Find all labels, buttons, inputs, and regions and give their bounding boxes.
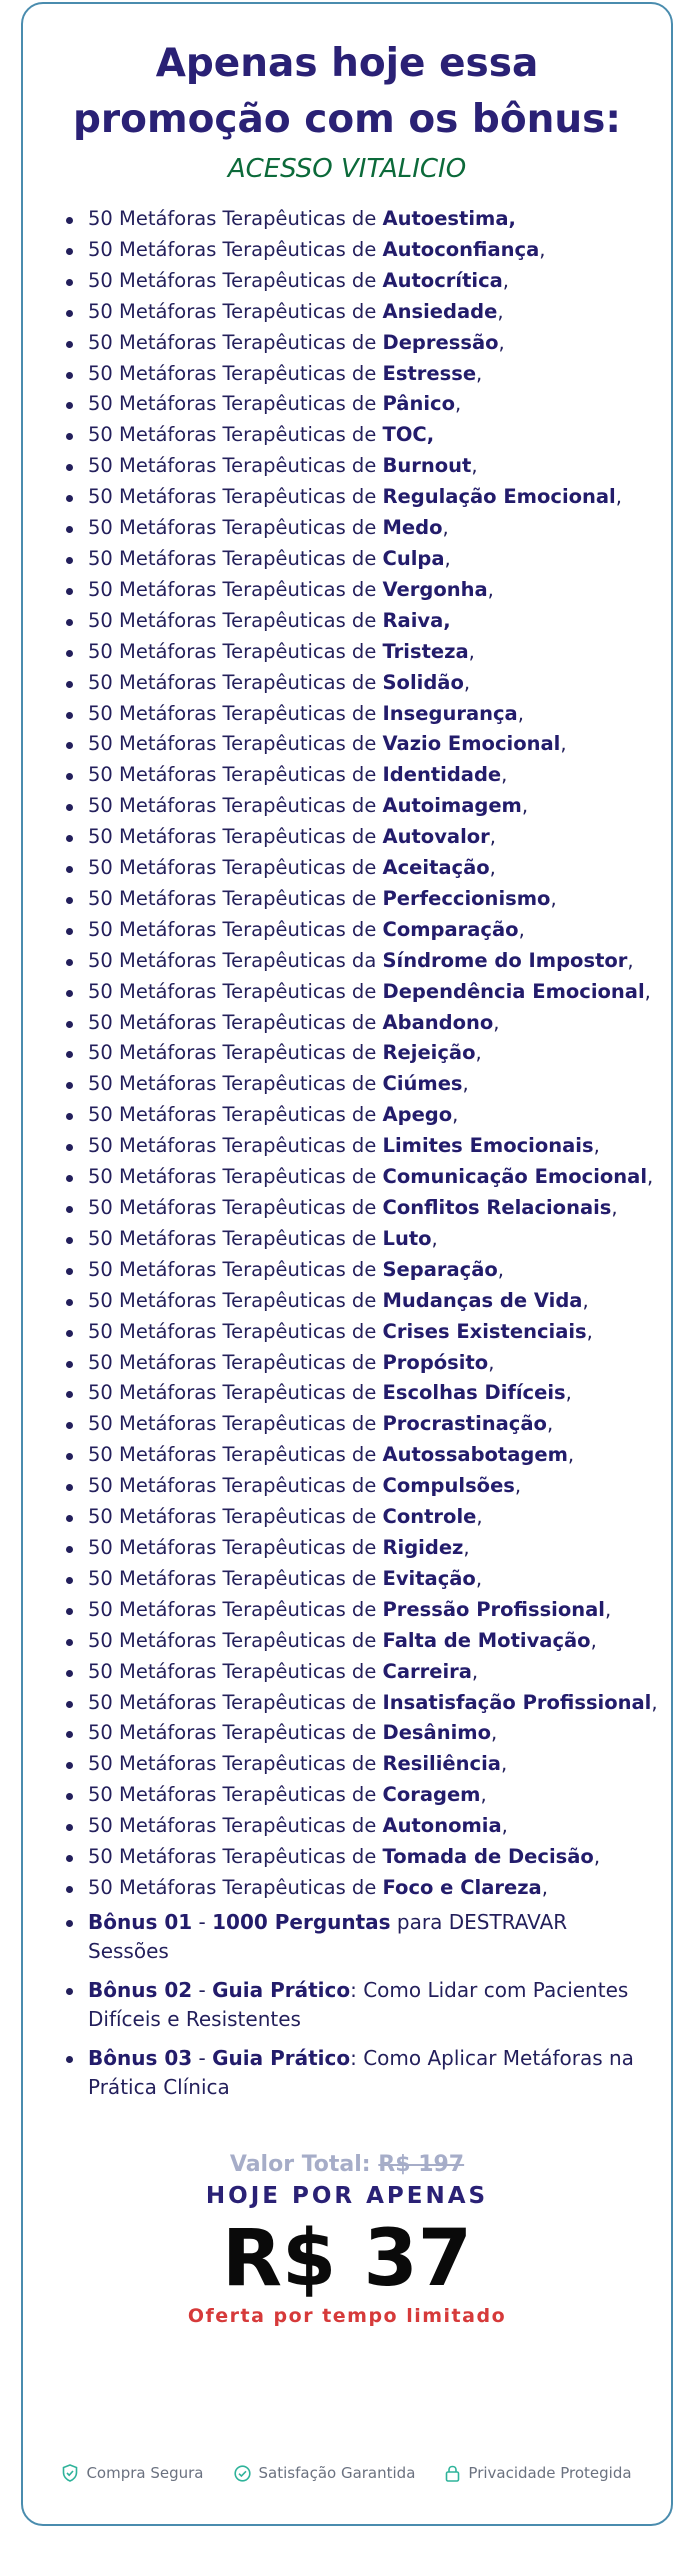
bonus-name: 1000 Perguntas (212, 1909, 391, 1934)
list-item (66, 853, 671, 884)
item-prefix: 50 Metáforas Terapêuticas de (88, 979, 383, 1003)
price: R$ 37 (221, 2213, 473, 2304)
item-topic: Controle (382, 1505, 477, 1529)
item-prefix: 50 Metáforas Terapêuticas de (88, 1165, 383, 1189)
item-topic: Comparação (382, 917, 519, 941)
bonus-list (23, 1908, 671, 2102)
item-prefix: 50 Metáforas Terapêuticas de (88, 1226, 383, 1250)
list-item (66, 760, 671, 791)
list-item (66, 1626, 671, 1657)
shield-check-icon (62, 2464, 78, 2482)
item-topic: Perfeccionismo (382, 886, 551, 910)
list-item (66, 1780, 671, 1811)
bonus-name: Guia Prático (212, 1977, 351, 2002)
item-prefix: 50 Metáforas Terapêuticas de (88, 454, 383, 478)
item-topic: Pressão Profissional (382, 1597, 605, 1621)
bonus-item (66, 1908, 671, 1966)
item-prefix: 50 Metáforas Terapêuticas de (88, 670, 383, 694)
item-topic: Abandono (382, 1010, 494, 1034)
item-prefix: 50 Metáforas Terapêuticas de (88, 423, 383, 447)
item-prefix: 50 Metáforas Terapêuticas de (88, 207, 383, 230)
item-prefix: 50 Metáforas Terapêuticas de (88, 392, 383, 416)
item-topic: Mudanças de Vida (382, 1288, 583, 1312)
item-topic: Solidão (382, 670, 464, 694)
list-item (66, 822, 671, 853)
item-suffix: , (487, 577, 494, 601)
total-price-strikethrough: R$ 197 (378, 2151, 465, 2177)
item-topic: Ciúmes (382, 1072, 463, 1096)
item-prefix: 50 Metáforas Terapêuticas de (88, 1103, 383, 1127)
list-item (66, 544, 671, 575)
item-prefix: 50 Metáforas Terapêuticas de (88, 546, 383, 570)
item-topic: Propósito (382, 1350, 489, 1374)
item-prefix: 50 Metáforas Terapêuticas de (88, 794, 383, 818)
list-item (66, 1317, 671, 1348)
item-suffix: , (593, 1845, 601, 1869)
list-item (66, 1595, 671, 1626)
list-item (66, 482, 671, 513)
item-prefix: 50 Metáforas Terapêuticas de (88, 732, 383, 756)
item-suffix: , (518, 917, 525, 941)
item-topic: TOC, (382, 423, 435, 447)
item-prefix: 50 Metáforas Terapêuticas de (88, 1814, 383, 1838)
item-suffix: , (627, 948, 634, 972)
badge-privacy (445, 2464, 631, 2482)
subtitle: ACESSO VITALICIO (227, 154, 467, 184)
list-item (66, 1749, 671, 1780)
item-suffix: , (442, 516, 449, 540)
item-topic: Estresse (382, 361, 477, 385)
list-item (66, 328, 671, 359)
badge-secure-purchase (62, 2464, 203, 2482)
item-prefix: 50 Metáforas Terapêuticas de (88, 639, 383, 663)
list-item (66, 1688, 671, 1719)
item-prefix: 50 Metáforas Terapêuticas de (88, 825, 383, 849)
item-suffix: , (463, 670, 471, 694)
list-item (66, 1378, 671, 1409)
bonus-description: : Como Lidar com Pacientes Difíceis e Resistentes (88, 1977, 629, 2031)
item-topic: Resiliência (382, 1752, 501, 1776)
item-prefix: 50 Metáforas Terapêuticas de (88, 516, 383, 540)
total-value (23, 2152, 671, 2177)
item-suffix: , (498, 330, 505, 354)
item-topic: Rejeição (382, 1041, 476, 1065)
item-topic: Burnout (382, 454, 472, 478)
item-topic: Ansiedade (382, 299, 498, 323)
list-item (66, 1038, 671, 1069)
item-topic: Culpa (382, 546, 445, 570)
item-suffix: , (476, 1505, 483, 1529)
item-suffix: , (497, 1257, 504, 1281)
item-prefix: 50 Metáforas Terapêuticas de (88, 1474, 383, 1498)
bonus-number: Bônus 03 (88, 2045, 193, 2070)
list-item (66, 297, 671, 328)
item-topic: Medo (382, 516, 443, 540)
item-prefix: 50 Metáforas Terapêuticas de (88, 701, 383, 725)
item-suffix: , (560, 732, 567, 756)
item-suffix: , (490, 1721, 498, 1745)
item-topic: Foco e Clareza (382, 1875, 542, 1899)
item-topic: Insegurança (382, 701, 518, 725)
item-prefix: 50 Metáforas Terapêuticas de (88, 1690, 383, 1714)
list-item (66, 791, 671, 822)
badge-label: Satisfação Garantida (258, 2464, 416, 2482)
item-prefix: 50 Metáforas Terapêuticas de (88, 1659, 383, 1683)
list-item (66, 915, 671, 946)
item-prefix: 50 Metáforas Terapêuticas de (88, 237, 383, 261)
list-item (66, 513, 671, 544)
list-item (66, 204, 671, 235)
badge-label: Compra Segura (86, 2464, 204, 2482)
list-item (66, 1069, 671, 1100)
item-topic: Conflitos Relacionais (382, 1196, 612, 1219)
list-item (66, 1224, 671, 1255)
item-topic: Escolhas Difíceis (382, 1381, 566, 1405)
item-prefix: 50 Metáforas Terapêuticas de (88, 1783, 383, 1807)
list-item (66, 1842, 671, 1873)
item-topic: Autocrítica (382, 268, 503, 292)
promo-card (21, 2, 673, 2526)
bonus-separator: - (192, 1977, 213, 2002)
item-suffix: , (493, 1010, 500, 1034)
item-prefix: 50 Metáforas Terapêuticas de (88, 1566, 383, 1590)
item-prefix: 50 Metáforas Terapêuticas de (88, 268, 383, 292)
bonus-item (66, 2044, 671, 2102)
item-suffix: , (502, 268, 509, 292)
lock-icon (445, 2465, 460, 2482)
item-suffix: , (468, 639, 475, 663)
item-topic: Dependência Emocional (382, 979, 645, 1003)
item-suffix: , (500, 1752, 508, 1776)
item-suffix: , (546, 1412, 554, 1436)
item-topic: Procrastinação (382, 1412, 547, 1436)
item-prefix: 50 Metáforas Terapêuticas de (88, 1381, 383, 1405)
item-prefix: 50 Metáforas Terapêuticas de (88, 330, 383, 354)
item-prefix: 50 Metáforas Terapêuticas de (88, 1288, 383, 1312)
list-item (66, 1533, 671, 1564)
item-suffix: , (501, 763, 508, 787)
item-prefix: 50 Metáforas Terapêuticas de (88, 886, 383, 910)
item-topic: Aceitação (382, 856, 490, 880)
item-suffix: , (593, 1134, 600, 1158)
list-item (66, 266, 671, 297)
item-topic: Regulação Emocional (382, 485, 616, 509)
item-prefix: 50 Metáforas Terapêuticas de (88, 361, 383, 385)
item-topic: Falta de Motivação (382, 1628, 591, 1652)
offer-note: Oferta por tempo limitado (187, 2304, 507, 2327)
item-topic: Tristeza (382, 639, 469, 663)
item-suffix: , (582, 1288, 589, 1312)
item-topic: Vergonha (382, 577, 488, 601)
item-prefix: 50 Metáforas Terapêuticas de (88, 1072, 383, 1096)
item-topic: Insatisfação Profissional (382, 1690, 652, 1714)
item-suffix: , (488, 1350, 495, 1374)
list-item (66, 1286, 671, 1317)
item-topic: Vazio Emocional (382, 732, 561, 756)
item-suffix: , (565, 1381, 572, 1405)
item-suffix: , (497, 299, 504, 323)
list-item (66, 235, 671, 266)
list-item (66, 1564, 671, 1595)
item-topic: Autoestima, (382, 207, 516, 230)
item-suffix: , (586, 1319, 593, 1343)
item-prefix: 50 Metáforas Terapêuticas de (88, 763, 383, 787)
list-item (66, 1873, 671, 1904)
item-topic: Identidade (382, 763, 502, 787)
item-prefix: 50 Metáforas Terapêuticas de (88, 1196, 383, 1219)
bonus-separator: - (192, 2045, 213, 2070)
item-suffix: , (462, 1072, 469, 1096)
badge-label: Privacidade Protegida (468, 2464, 632, 2482)
item-topic: Autoimagem (382, 794, 522, 818)
item-prefix: 50 Metáforas Terapêuticas de (88, 1505, 383, 1529)
item-prefix: 50 Metáforas Terapêuticas de (88, 1134, 383, 1158)
item-prefix: 50 Metáforas Terapêuticas de (88, 1752, 383, 1776)
item-prefix: 50 Metáforas Terapêuticas de (88, 608, 383, 632)
item-prefix: 50 Metáforas Terapêuticas de (88, 1628, 383, 1652)
list-item (66, 1718, 671, 1749)
item-prefix: 50 Metáforas Terapêuticas de (88, 1443, 383, 1467)
item-topic: Evitação (382, 1566, 476, 1590)
page-title: Apenas hoje essa promoção com os bônus: (73, 41, 621, 142)
item-topic: Autovalor (382, 825, 490, 849)
item-suffix: , (471, 454, 478, 478)
item-suffix: , (521, 794, 529, 818)
item-topic: Autoconfiança (382, 237, 540, 261)
item-topic: Autossabotagem (382, 1443, 568, 1467)
item-suffix: , (567, 1443, 575, 1467)
item-suffix: , (651, 1690, 658, 1714)
item-topic: Raiva, (382, 608, 451, 632)
item-topic: Limites Emocionais (382, 1134, 594, 1158)
item-prefix: 50 Metáforas Terapêuticas de (88, 1010, 383, 1034)
list-item (66, 1502, 671, 1533)
list-item (66, 451, 671, 482)
item-prefix: 50 Metáforas Terapêuticas de (88, 299, 383, 323)
item-topic: Pânico (382, 392, 455, 416)
item-suffix: , (611, 1196, 618, 1219)
list-item (66, 1471, 671, 1502)
list-item (66, 699, 671, 730)
item-suffix: , (444, 546, 451, 570)
item-prefix: 50 Metáforas Terapêuticas de (88, 1845, 383, 1869)
item-topic: Depressão (382, 330, 499, 354)
item-prefix: 50 Metáforas Terapêuticas de (88, 1257, 383, 1281)
list-item (66, 606, 671, 637)
item-prefix: 50 Metáforas Terapêuticas de (88, 1412, 383, 1436)
item-topic: Apego (382, 1103, 453, 1127)
item-prefix: 50 Metáforas Terapêuticas de (88, 1875, 383, 1899)
item-suffix: , (452, 1103, 459, 1127)
item-topic: Rigidez (382, 1535, 464, 1559)
item-prefix: 50 Metáforas Terapêuticas de (88, 577, 383, 601)
item-topic: Carreira (382, 1659, 472, 1683)
item-suffix: , (463, 1535, 470, 1559)
item-suffix: , (480, 1783, 487, 1807)
item-prefix: 50 Metáforas Terapêuticas de (88, 917, 383, 941)
item-topic: Crises Existenciais (382, 1319, 587, 1343)
item-prefix: 50 Metáforas Terapêuticas da (88, 948, 383, 972)
list-item (66, 420, 671, 451)
item-suffix: , (501, 1814, 508, 1838)
list-item (66, 1255, 671, 1286)
item-prefix: 50 Metáforas Terapêuticas de (88, 1597, 383, 1621)
item-suffix: , (615, 485, 622, 509)
list-item (66, 668, 671, 699)
list-item (66, 977, 671, 1008)
badge-satisfaction (234, 2464, 416, 2482)
list-item (66, 1193, 671, 1224)
item-suffix: , (644, 979, 651, 1003)
list-item (66, 575, 671, 606)
item-topic: Tomada de Decisão (382, 1845, 594, 1869)
item-suffix: , (489, 825, 496, 849)
item-topic: Autonomia (382, 1814, 502, 1838)
item-suffix: , (517, 701, 524, 725)
bonus-number: Bônus 01 (88, 1909, 193, 1934)
item-topic: Separação (382, 1257, 498, 1281)
list-item (66, 637, 671, 668)
item-prefix: 50 Metáforas Terapêuticas de (88, 1535, 383, 1559)
item-suffix: , (590, 1628, 597, 1652)
list-item (66, 1440, 671, 1471)
list-item (66, 389, 671, 420)
item-suffix: , (605, 1597, 612, 1621)
item-suffix: , (539, 237, 546, 261)
item-prefix: 50 Metáforas Terapêuticas de (88, 1350, 383, 1374)
list-item (66, 1657, 671, 1688)
list-item (66, 1131, 671, 1162)
list-item (66, 1348, 671, 1379)
trust-badges (23, 2464, 671, 2482)
item-prefix: 50 Metáforas Terapêuticas de (88, 1319, 383, 1343)
item-prefix: 50 Metáforas Terapêuticas de (88, 856, 383, 880)
item-topic: Comunicação Emocional (382, 1165, 648, 1189)
item-suffix: , (514, 1474, 522, 1498)
item-topic: Síndrome do Impostor (382, 948, 628, 972)
bonus-description: para DESTRAVAR Sessões (88, 1909, 568, 1963)
total-label: Valor Total: (229, 2151, 379, 2177)
list-item (66, 1811, 671, 1842)
list-item (66, 1162, 671, 1193)
item-suffix: , (541, 1875, 548, 1899)
item-suffix: , (475, 1041, 482, 1065)
list-item (66, 1100, 671, 1131)
today-label: HOJE POR APENAS (205, 2182, 489, 2209)
item-topic: Desânimo (382, 1721, 491, 1745)
item-suffix: , (647, 1165, 654, 1189)
bonus-separator: - (192, 1909, 213, 1934)
item-topic: Luto (382, 1226, 432, 1250)
bonus-number: Bônus 02 (88, 1977, 193, 2002)
bonus-item (66, 1976, 671, 2034)
list-item (66, 729, 671, 760)
item-suffix: , (489, 856, 496, 880)
item-prefix: 50 Metáforas Terapêuticas de (88, 1041, 383, 1065)
check-circle-icon (234, 2465, 251, 2482)
item-prefix: 50 Metáforas Terapêuticas de (88, 485, 383, 509)
list-item (66, 884, 671, 915)
item-suffix: , (550, 886, 557, 910)
item-suffix: , (475, 1566, 483, 1590)
topics-list (23, 204, 671, 1904)
bonus-name: Guia Prático (212, 2045, 351, 2070)
list-item (66, 1409, 671, 1440)
list-item (66, 1008, 671, 1039)
item-topic: Coragem (382, 1783, 481, 1807)
list-item (66, 359, 671, 390)
item-topic: Compulsões (382, 1474, 515, 1498)
item-suffix: , (431, 1226, 438, 1250)
price-block (23, 2152, 671, 2327)
list-item (66, 946, 671, 977)
item-suffix: , (471, 1659, 479, 1683)
item-prefix: 50 Metáforas Terapêuticas de (88, 1721, 383, 1745)
item-suffix: , (454, 392, 462, 416)
bonus-description: : Como Aplicar Metáforas na Prática Clínica (88, 2045, 634, 2099)
item-suffix: , (476, 361, 483, 385)
